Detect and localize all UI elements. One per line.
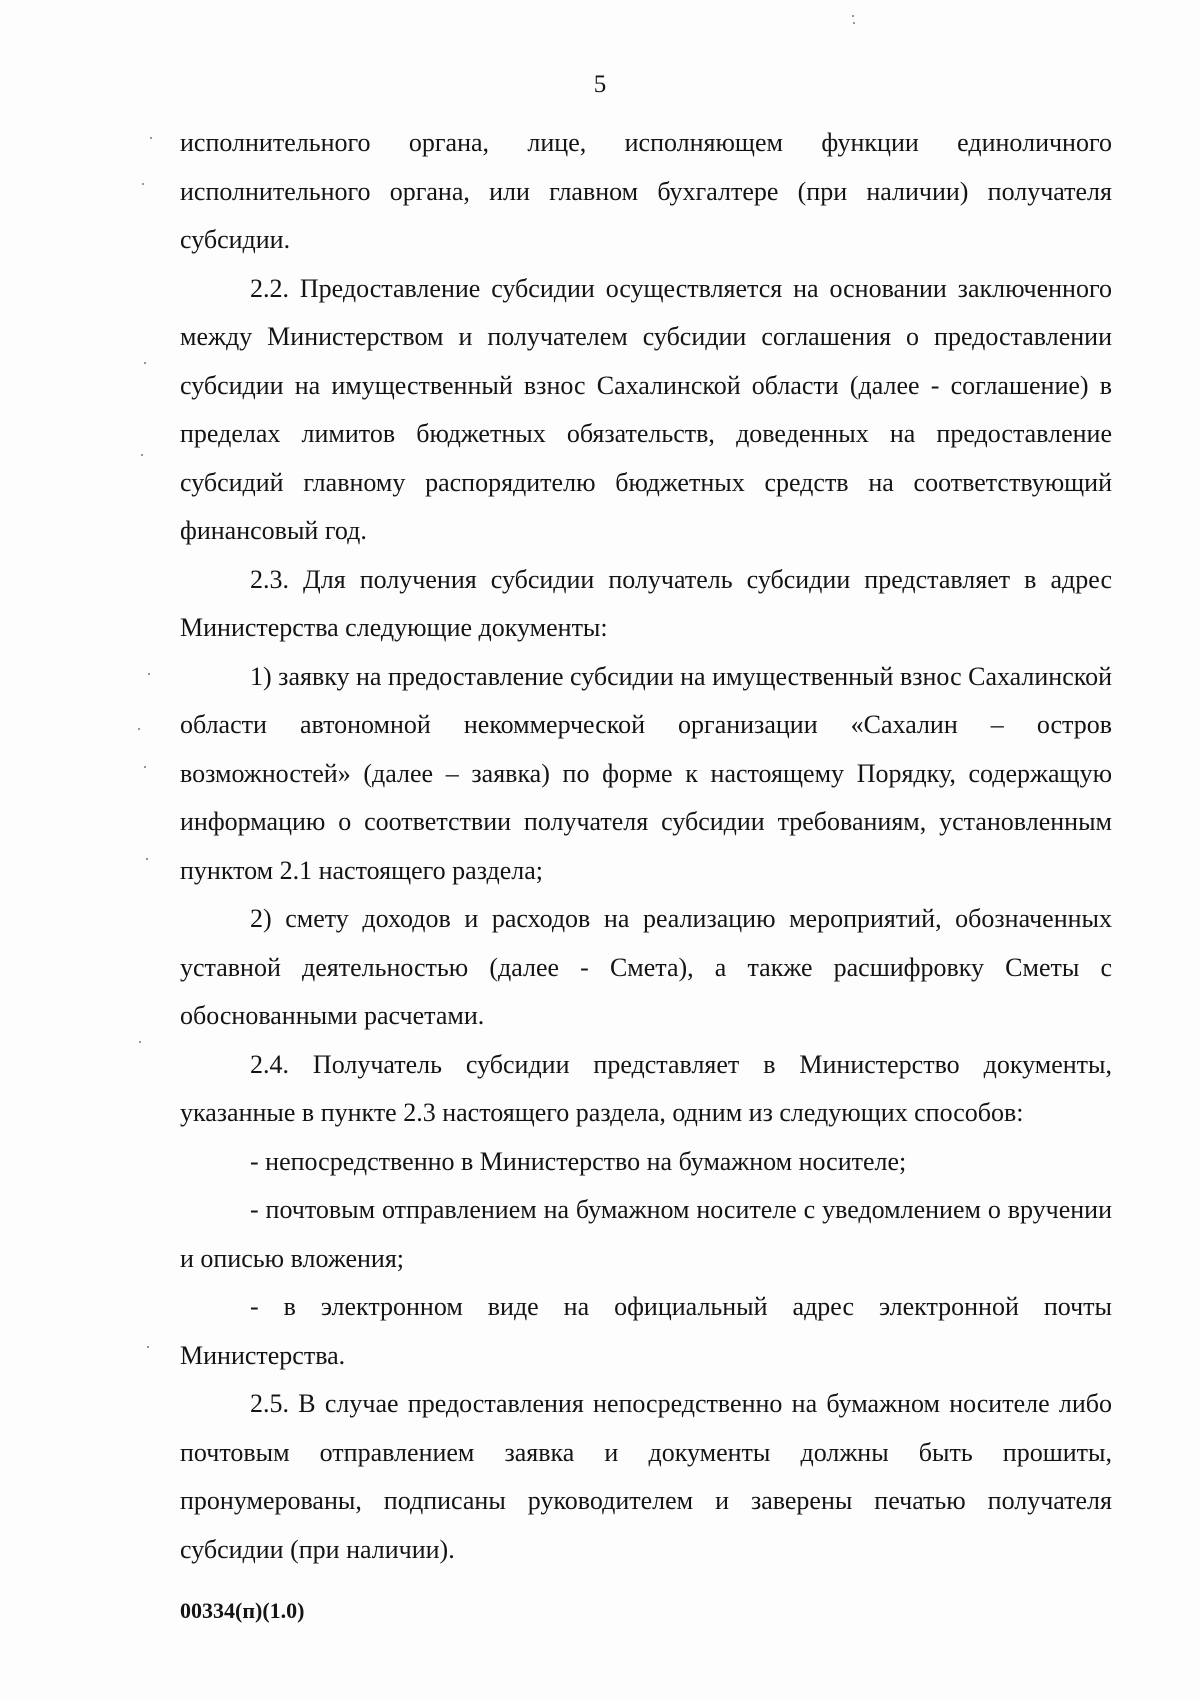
- scan-speck: [146, 858, 148, 860]
- paragraph-2-5: 2.5. В случае предоставления непосредственно на бумажном носителе либо почтовым отправлением заявка и документы должны быть прошиты, пронумерованы, подписаны руководителем и заверены печатью получателя субсидии (при наличии).: [180, 1389, 1112, 1564]
- scan-speck: [853, 22, 855, 24]
- document-code: 00334(п)(1.0): [180, 1598, 305, 1623]
- list-item-2: 2) смету доходов и расходов на реализацию мероприятий, обозначенных уставной деятельностью (далее - Смета), а также расшифровку Сметы с обоснованными расчетами.: [180, 904, 1112, 1030]
- paragraph-2-3: 2.3. Для получения субсидии получатель субсидии представляет в адрес Министерства следующие документы:: [180, 564, 1112, 642]
- bullet-item-paper: - непосредственно в Министерство на бумажном носителе;: [250, 1146, 907, 1176]
- scan-speck: [142, 183, 144, 185]
- bullet-item-post: - почтовым отправлением на бумажном носителе с уведомлением о вручении и описью вложения;: [180, 1195, 1112, 1273]
- scan-speck: [144, 362, 146, 364]
- list-item-1: 1) заявку на предоставление субсидии на имущественный взнос Сахалинской области автономной некоммерческой организации «Сахалин – остров возможностей» (далее – заявка) по форме к настоящему Порядку, содержащую информацию о соответствии получателя субсидии требованиям, установленным пунктом 2.1 настоящего раздела;: [180, 661, 1112, 885]
- paragraph-2-4: 2.4. Получатель субсидии представляет в Министерство документы, указанные в пункте 2.3 настоящего раздела, одним из следующих способов:: [180, 1049, 1112, 1127]
- scan-speck: [144, 766, 146, 768]
- bullet-item-email: - в электронном виде на официальный адрес электронной почты Министерства.: [180, 1292, 1112, 1370]
- paragraph-continuation: исполнительного органа, лице, исполняющем функции единоличного исполнительного органа, или главном бухгалтере (при наличии) получателя субсидии.: [180, 128, 1112, 254]
- page-number: 5: [593, 71, 607, 98]
- scan-speck: [148, 673, 150, 675]
- scan-speck: [139, 1041, 141, 1043]
- scan-speck: [147, 1346, 149, 1348]
- scan-speck: [150, 137, 152, 139]
- scan-speck: [138, 728, 140, 730]
- scan-speck: [141, 454, 143, 456]
- document-body: [180, 119, 1112, 1574]
- scan-speck: [852, 15, 854, 17]
- paragraph-2-2: 2.2. Предоставление субсидии осуществляется на основании заключенного между Министерством и получателем субсидии соглашения о предоставлении субсидии на имущественный взнос Сахалинской области (далее - соглашение) в пределах лимитов бюджетных обязательств, доведенных на предоставление субсидий главному распорядителю бюджетных средств на соответствующий финансовый год.: [180, 273, 1112, 545]
